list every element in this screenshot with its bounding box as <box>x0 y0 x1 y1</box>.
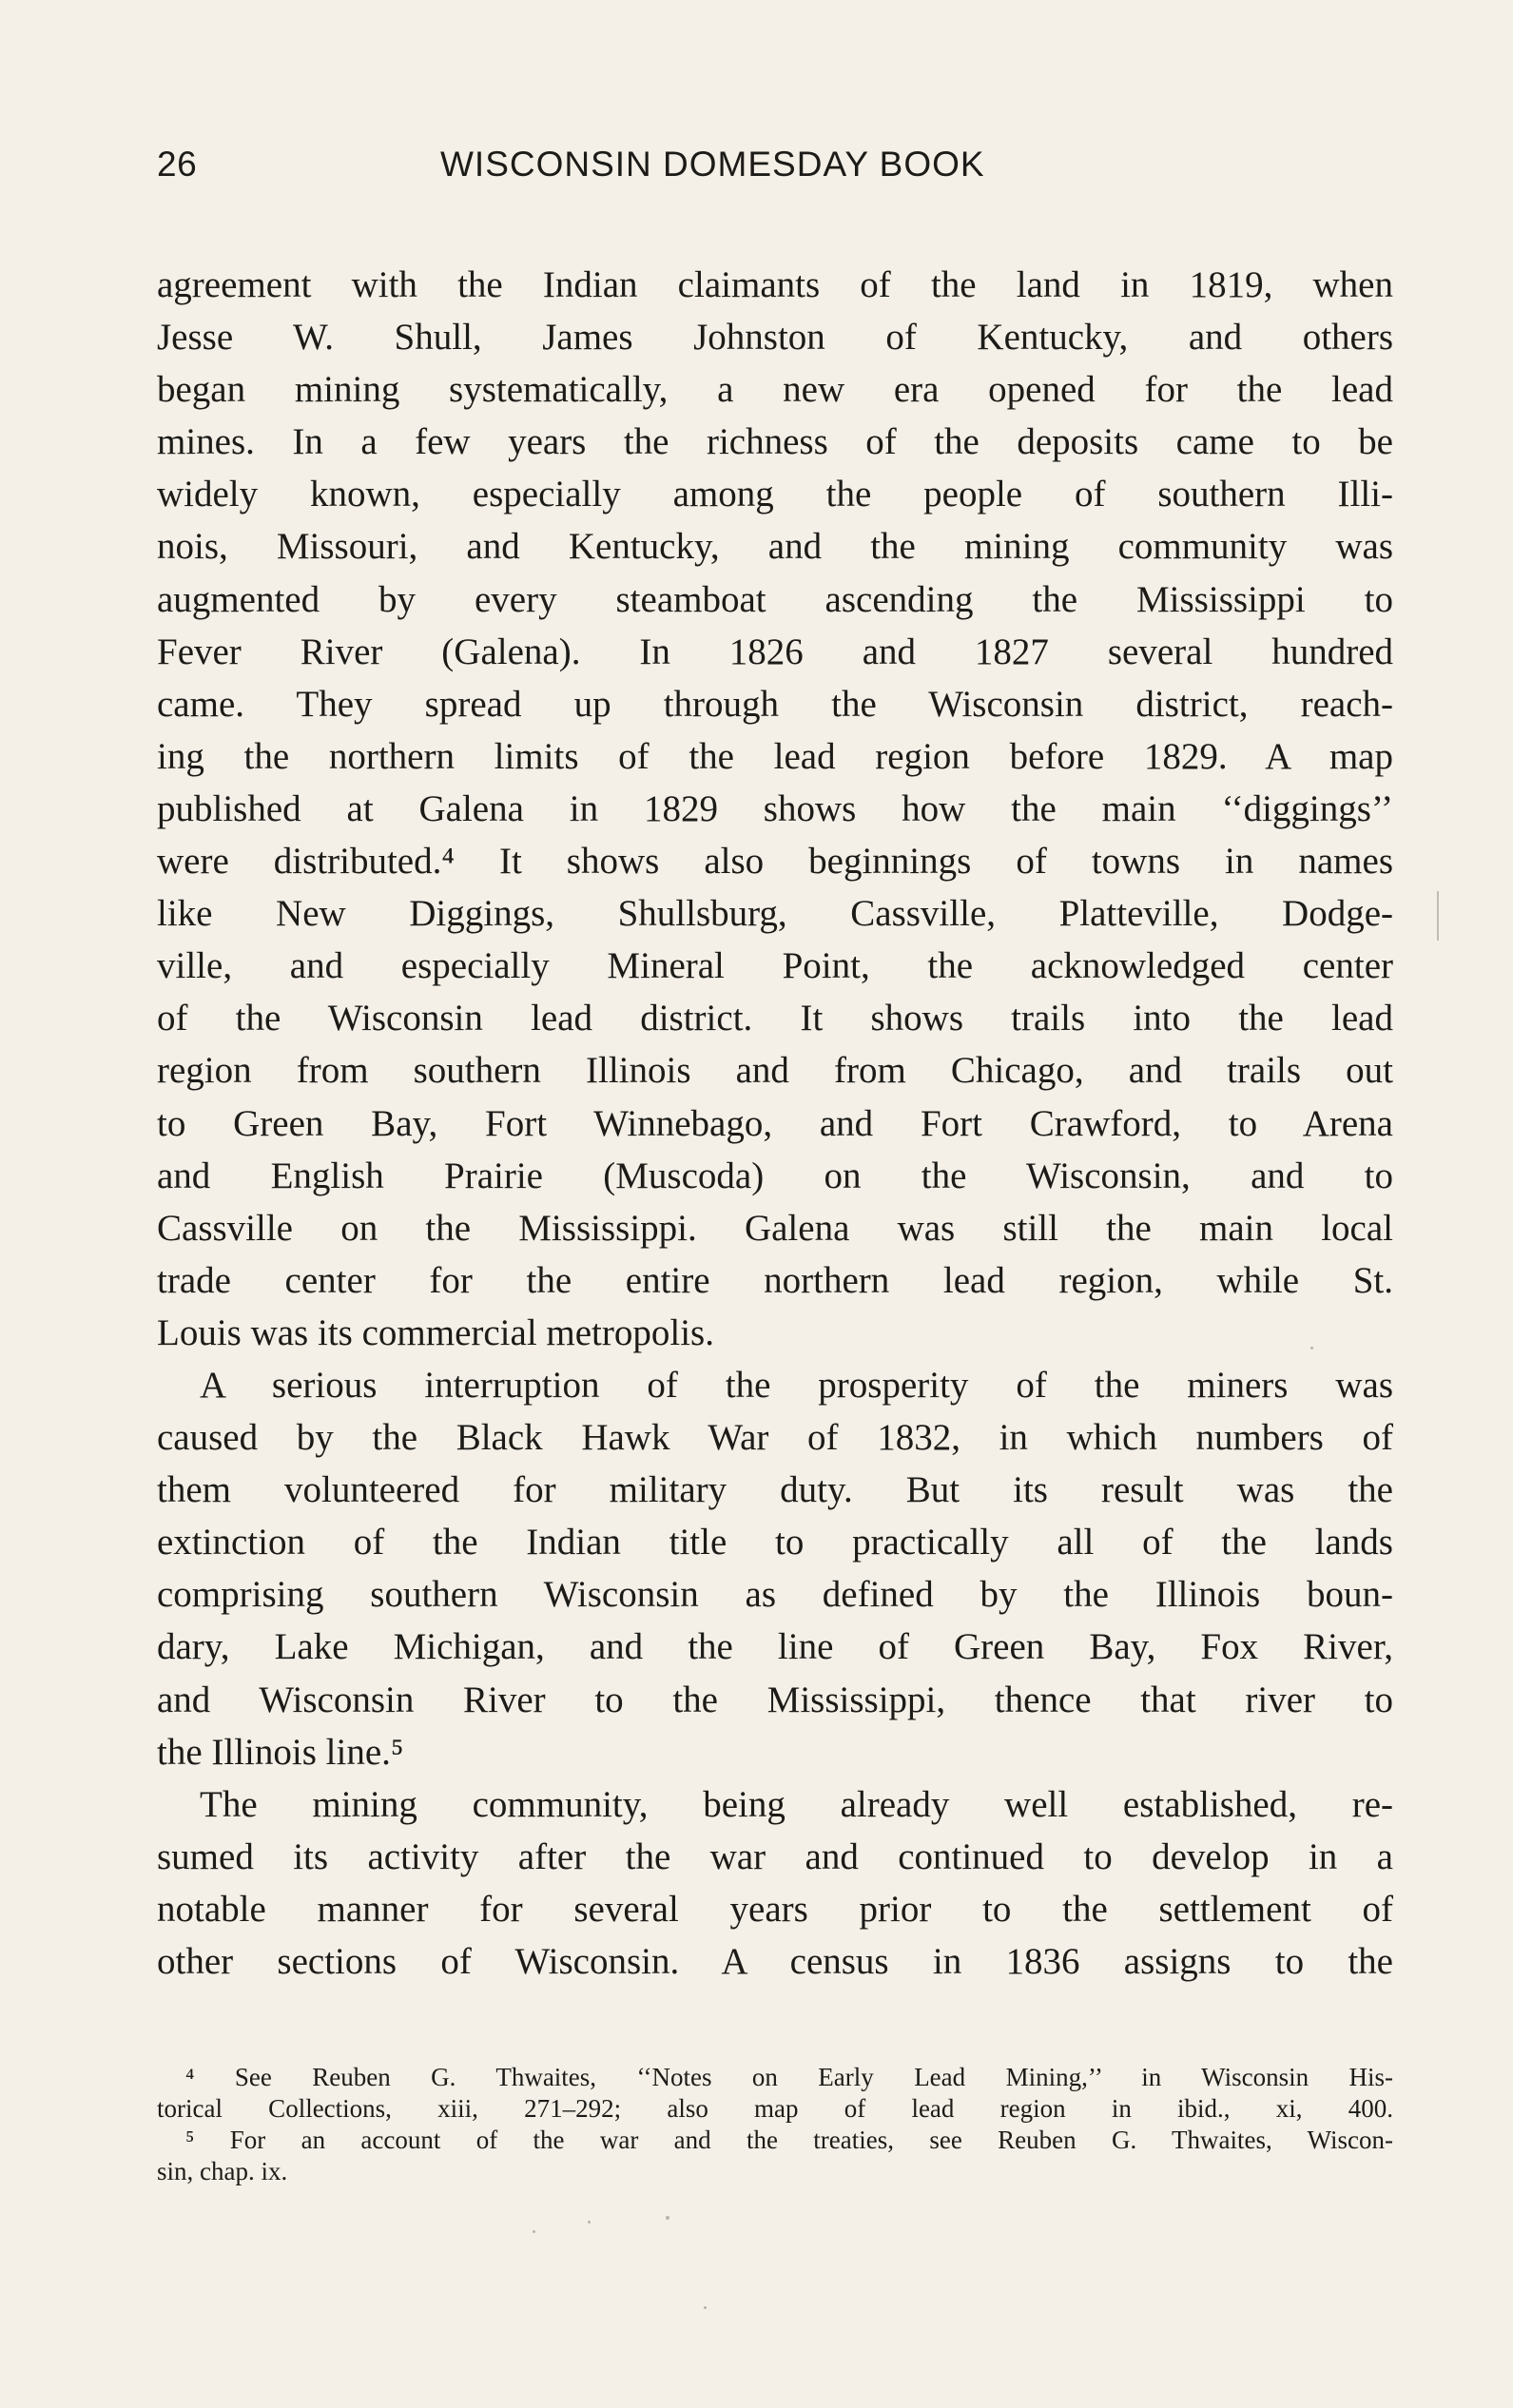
ink-speck <box>533 2230 535 2233</box>
text-line: the Illinois line.⁵ <box>157 1731 404 1773</box>
margin-mark <box>1437 891 1439 941</box>
text-line: and English Prairie (Muscoda) on the Wisconsin, and to <box>157 1155 1393 1196</box>
text-line: sumed its activity after the war and continued to develop in a <box>157 1835 1393 1877</box>
text-line: came. They spread up through the Wisconsin district, reach- <box>157 683 1393 725</box>
text-line: notable manner for several years prior to the settlement of <box>157 1888 1393 1930</box>
running-title: WISCONSIN DOMESDAY BOOK <box>440 145 985 184</box>
text-line: Cassville on the Mississippi. Galena was still the main local <box>157 1207 1393 1249</box>
page-number: 26 <box>157 145 198 184</box>
text-line: nois, Missouri, and Kentucky, and the mining community was <box>157 526 1393 568</box>
text-line: of the Wisconsin lead district. It shows trails into the lead <box>157 998 1393 1039</box>
text-line: ing the northern limits of the lead region before 1829. A map <box>157 735 1393 777</box>
text-line: agreement with the Indian claimants of the land in 1819, when <box>157 264 1393 305</box>
text-line: began mining systematically, a new era opened for the lead <box>157 369 1393 411</box>
footnote-line: ⁵ For an account of the war and the treaties, see Reuben G. Thwaites, Wiscon- <box>185 2126 1393 2154</box>
text-line: Jesse W. Shull, James Johnston of Kentucky, and others <box>157 317 1393 359</box>
text-line: other sections of Wisconsin. A census in 1836 assigns to the <box>157 1941 1393 1982</box>
text-line: The mining community, being already well established, re- <box>200 1783 1393 1825</box>
ink-speck <box>588 2221 591 2224</box>
text-line: were distributed.⁴ It shows also beginnings of towns in names <box>157 841 1393 883</box>
text-line: Louis was its commercial metropolis. <box>157 1311 714 1353</box>
ink-speck <box>1310 1347 1313 1350</box>
text-line: augmented by every steamboat ascending the Mississippi to <box>157 578 1393 620</box>
ink-speck <box>666 2216 669 2220</box>
footnote-line: ⁴ See Reuben G. Thwaites, ‘‘Notes on Early Lead Mining,’’ in Wisconsin His- <box>185 2063 1393 2091</box>
text-line: mines. In a few years the richness of the deposits came to be <box>157 421 1393 463</box>
text-line: A serious interruption of the prosperity of the miners was <box>200 1364 1393 1406</box>
footnote-line: sin, chap. ix. <box>157 2157 288 2185</box>
text-line: and Wisconsin River to the Mississippi, thence that river to <box>157 1679 1393 1720</box>
text-line: like New Diggings, Shullsburg, Cassville, Platteville, Dodge- <box>157 893 1393 935</box>
text-line: region from southern Illinois and from Chicago, and trails out <box>157 1050 1393 1092</box>
text-line: to Green Bay, Fort Winnebago, and Fort Crawford, to Arena <box>157 1102 1393 1144</box>
text-line: trade center for the entire northern lead region, while St. <box>157 1259 1393 1301</box>
text-line: caused by the Black Hawk War of 1832, in which numbers of <box>157 1417 1393 1459</box>
running-head <box>157 145 1393 202</box>
text-line: comprising southern Wisconsin as defined by the Illinois boun- <box>157 1574 1393 1616</box>
body-text <box>157 259 1393 1988</box>
footnotes <box>157 2062 1393 2187</box>
text-line: ville, and especially Mineral Point, the acknowledged center <box>157 945 1393 987</box>
text-line: published at Galena in 1829 shows how the main ‘‘diggings’’ <box>157 787 1393 829</box>
text-line: dary, Lake Michigan, and the line of Green Bay, Fox River, <box>157 1626 1393 1668</box>
ink-speck <box>704 2306 707 2309</box>
footnote-line: torical Collections, xiii, 271–292; also map of lead region in ibid., xi, 400. <box>157 2094 1393 2123</box>
text-line: them volunteered for military duty. But its result was the <box>157 1469 1393 1511</box>
text-line: extinction of the Indian title to practically all of the lands <box>157 1522 1393 1563</box>
text-line: widely known, especially among the people of southern Illi- <box>157 474 1393 515</box>
text-line: Fever River (Galena). In 1826 and 1827 several hundred <box>157 631 1393 672</box>
